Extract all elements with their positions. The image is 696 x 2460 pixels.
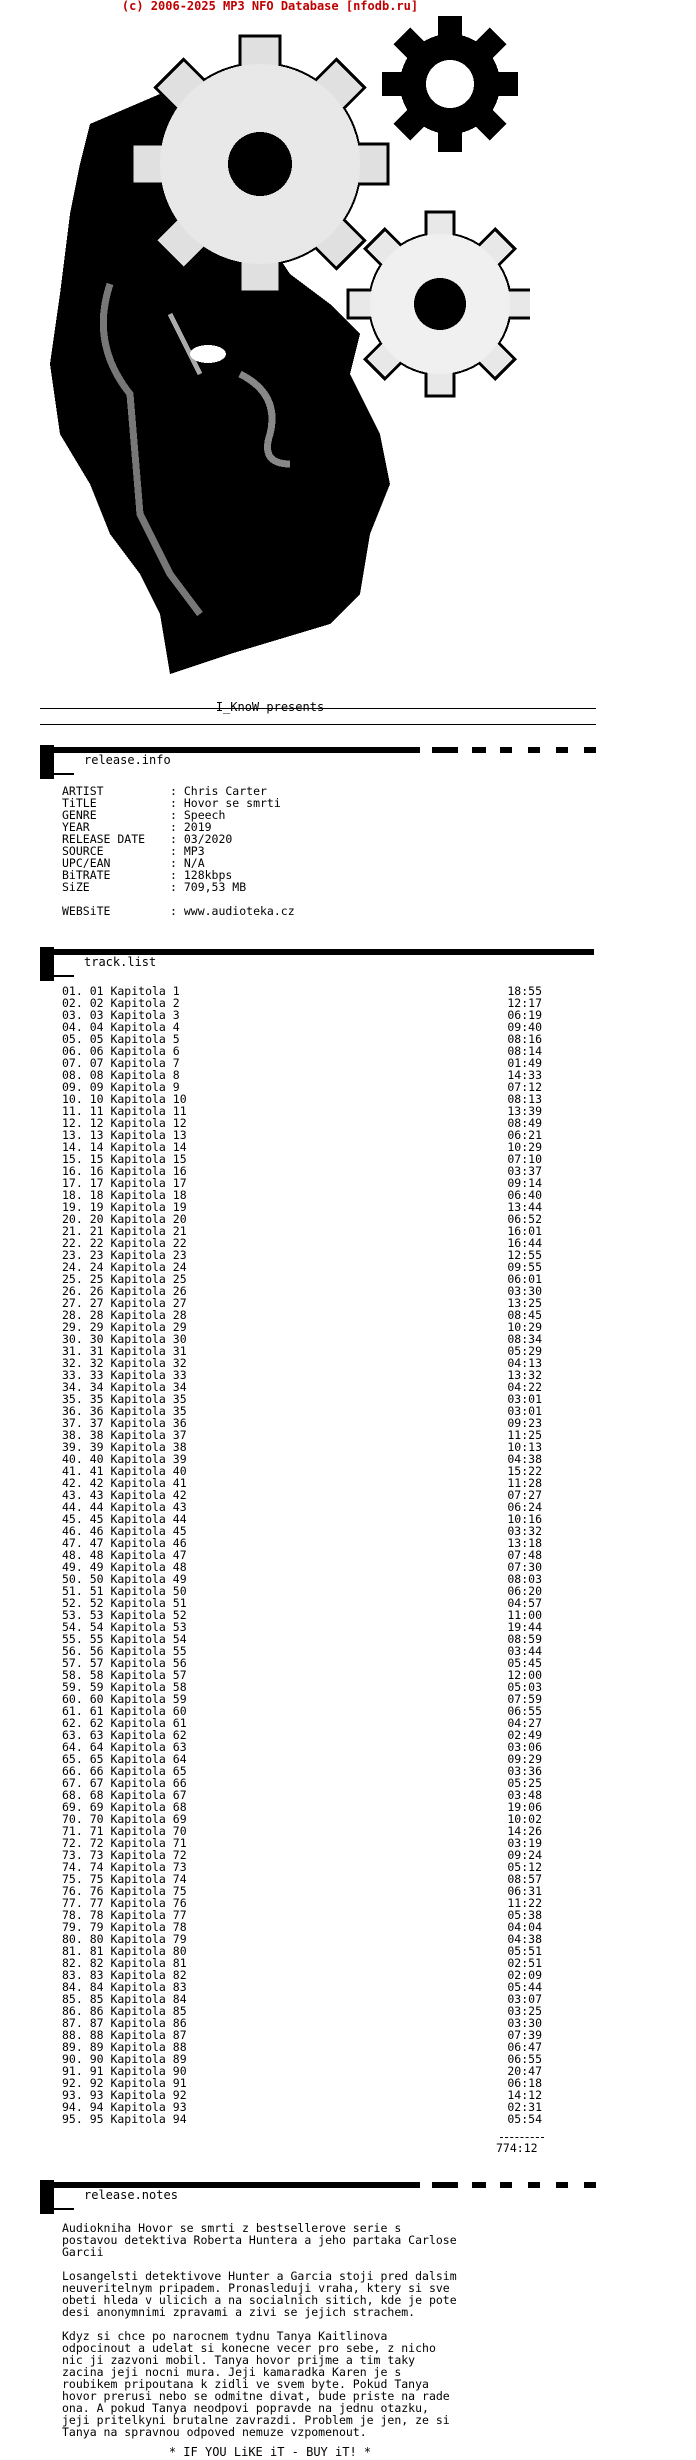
track-name: 01. 01 Kapitola 1	[62, 984, 180, 998]
track-duration: 03:07	[507, 1992, 542, 2006]
track-name: 35. 35 Kapitola 35	[62, 1392, 187, 1406]
track-duration: 08:57	[507, 1872, 542, 1886]
track-name: 74. 74 Kapitola 73	[62, 1860, 187, 1874]
track-duration: 04:04	[507, 1920, 542, 1934]
track-name: 49. 49 Kapitola 48	[62, 1560, 187, 1574]
track-duration: 06:20	[507, 1584, 542, 1598]
track-name: 33. 33 Kapitola 33	[62, 1368, 187, 1382]
info-key: GENRE	[62, 808, 97, 822]
track-duration: 20:47	[507, 2064, 542, 2078]
track-name: 47. 47 Kapitola 46	[62, 1536, 187, 1550]
track-name: 24. 24 Kapitola 24	[62, 1260, 187, 1274]
track-duration: 03:01	[507, 1392, 542, 1406]
release-notes	[62, 2222, 582, 2450]
track-name: 19. 19 Kapitola 19	[62, 1200, 187, 1214]
track-duration: 09:14	[507, 1176, 542, 1190]
track-name: 16. 16 Kapitola 16	[62, 1164, 187, 1178]
release-notes-title: release.notes	[84, 2188, 178, 2202]
release-notes-header	[40, 2180, 600, 2214]
presents-line: I_KnoW presents	[215, 700, 325, 714]
track-name: 04. 04 Kapitola 4	[62, 1020, 180, 1034]
track-duration: 08:59	[507, 1632, 542, 1646]
track-name: 37. 37 Kapitola 36	[62, 1416, 187, 1430]
track-name: 38. 38 Kapitola 37	[62, 1428, 187, 1442]
info-value: : MP3	[170, 844, 205, 858]
info-key: UPC/EAN	[62, 856, 111, 870]
track-name: 68. 68 Kapitola 67	[62, 1788, 187, 1802]
track-name: 45. 45 Kapitola 44	[62, 1512, 187, 1526]
track-duration: 05:03	[507, 1680, 542, 1694]
info-key: SOURCE	[62, 844, 104, 858]
track-duration: 03:01	[507, 1404, 542, 1418]
track-duration: 06:40	[507, 1188, 542, 1202]
track-name: 72. 72 Kapitola 71	[62, 1836, 187, 1850]
track-name: 28. 28 Kapitola 28	[62, 1308, 187, 1322]
track-duration: 07:10	[507, 1152, 542, 1166]
info-key: YEAR	[62, 820, 90, 834]
track-duration: 10:29	[507, 1320, 542, 1334]
track-name: 15. 15 Kapitola 15	[62, 1152, 187, 1166]
track-name: 56. 56 Kapitola 55	[62, 1644, 187, 1658]
info-key: SiZE	[62, 880, 90, 894]
track-duration: 14:33	[507, 1068, 542, 1082]
track-duration: 14:12	[507, 2088, 542, 2102]
track-duration: 10:02	[507, 1812, 542, 1826]
track-list-title: track.list	[84, 955, 157, 969]
track-duration: 12:00	[507, 1668, 542, 1682]
release-info-title: release.info	[84, 753, 171, 767]
track-name: 48. 48 Kapitola 47	[62, 1548, 187, 1562]
track-name: 20. 20 Kapitola 20	[62, 1212, 187, 1226]
track-duration: 14:26	[507, 1824, 542, 1838]
track-name: 54. 54 Kapitola 53	[62, 1620, 187, 1634]
track-name: 12. 12 Kapitola 12	[62, 1116, 187, 1130]
track-duration: 07:30	[507, 1560, 542, 1574]
info-value: : N/A	[170, 856, 205, 870]
track-duration: 06:21	[507, 1128, 542, 1142]
track-duration: 19:44	[507, 1620, 542, 1634]
track-name: 62. 62 Kapitola 61	[62, 1716, 187, 1730]
track-name: 51. 51 Kapitola 50	[62, 1584, 187, 1598]
track-duration: 13:18	[507, 1536, 542, 1550]
info-row	[62, 905, 295, 917]
track-duration: 10:13	[507, 1440, 542, 1454]
track-name: 23. 23 Kapitola 23	[62, 1248, 187, 1262]
track-duration: 08:45	[507, 1308, 542, 1322]
release-info-block	[62, 785, 295, 917]
track-duration: 03:37	[507, 1164, 542, 1178]
track-duration: 08:14	[507, 1044, 542, 1058]
track-name: 44. 44 Kapitola 43	[62, 1500, 187, 1514]
track-duration: 04:27	[507, 1716, 542, 1730]
track-name: 59. 59 Kapitola 58	[62, 1680, 187, 1694]
track-duration: 09:24	[507, 1848, 542, 1862]
info-value: : www.audioteka.cz	[170, 904, 295, 918]
track-name: 57. 57 Kapitola 56	[62, 1656, 187, 1670]
track-name: 92. 92 Kapitola 91	[62, 2076, 187, 2090]
track-name: 03. 03 Kapitola 3	[62, 1008, 180, 1022]
track-name: 83. 83 Kapitola 82	[62, 1968, 187, 1982]
track-duration: 11:00	[507, 1608, 542, 1622]
track-name: 39. 39 Kapitola 38	[62, 1440, 187, 1454]
track-duration: 07:48	[507, 1548, 542, 1562]
track-duration: 05:45	[507, 1656, 542, 1670]
track-duration: 04:13	[507, 1356, 542, 1370]
track-duration: 09:29	[507, 1752, 542, 1766]
track-duration: 04:38	[507, 1452, 542, 1466]
track-row	[62, 2113, 542, 2125]
track-duration: 13:32	[507, 1368, 542, 1382]
track-name: 65. 65 Kapitola 64	[62, 1752, 187, 1766]
track-duration: 13:44	[507, 1200, 542, 1214]
track-duration: 03:30	[507, 2016, 542, 2030]
track-duration: 06:31	[507, 1884, 542, 1898]
notes-paragraph: Kdyz si chce po narocnem tydnu Tanya Kaitlinova odpocinout a udelat si konecne vecer pro sebe, z nicho nic ji zazvoni mobil. Tanya hovor prijme a tim taky zacina jeji nocni mura. Jeji kamaradka Karen je s roubikem pripoutana k zidli ve svem byte. Pokud Tanya hovor prerusi nebo se odmitne divat, bude priste na rade ona. A pokud Tanya neodpovi popravde na jednu otazku, jeji pritelkyni brutalne zavrazdi. Problem je jen, ze si Tanya na spravnou odpoved nemuze vzpomenout.	[62, 2329, 450, 2439]
track-duration: 04:57	[507, 1596, 542, 1610]
track-duration: 03:30	[507, 1284, 542, 1298]
separator-right	[40, 724, 596, 725]
track-duration: 04:38	[507, 1932, 542, 1946]
track-duration: 12:55	[507, 1248, 542, 1262]
track-name: 21. 21 Kapitola 21	[62, 1224, 187, 1238]
track-name: 94. 94 Kapitola 93	[62, 2100, 187, 2114]
track-duration: 01:49	[507, 1056, 542, 1070]
track-name: 17. 17 Kapitola 17	[62, 1176, 187, 1190]
track-duration: 11:28	[507, 1476, 542, 1490]
track-duration: 02:09	[507, 1968, 542, 1982]
track-name: 50. 50 Kapitola 49	[62, 1572, 187, 1586]
release-info-header	[40, 745, 600, 779]
track-name: 93. 93 Kapitola 92	[62, 2088, 187, 2102]
track-name: 55. 55 Kapitola 54	[62, 1632, 187, 1646]
track-name: 85. 85 Kapitola 84	[62, 1992, 187, 2006]
track-duration: 02:49	[507, 1728, 542, 1742]
info-key: ARTIST	[62, 784, 104, 798]
track-name: 75. 75 Kapitola 74	[62, 1872, 187, 1886]
track-name: 61. 61 Kapitola 60	[62, 1704, 187, 1718]
info-value: : 128kbps	[170, 868, 233, 882]
track-duration: 07:59	[507, 1692, 542, 1706]
track-duration: 06:19	[507, 1008, 542, 1022]
track-duration: 16:44	[507, 1236, 542, 1250]
track-duration: 09:55	[507, 1260, 542, 1274]
track-duration: 05:51	[507, 1944, 542, 1958]
track-name: 26. 26 Kapitola 26	[62, 1284, 187, 1298]
track-duration: 05:29	[507, 1344, 542, 1358]
notes-paragraph: Audiokniha Hovor se smrti z bestsellerove serie s postavou detektiva Roberta Huntera a jeho partaka Carlose Garcii	[62, 2221, 457, 2259]
track-name: 52. 52 Kapitola 51	[62, 1596, 187, 1610]
track-name: 88. 88 Kapitola 87	[62, 2028, 187, 2042]
track-duration: 11:22	[507, 1896, 542, 1910]
track-name: 73. 73 Kapitola 72	[62, 1848, 187, 1862]
track-duration: 02:51	[507, 1956, 542, 1970]
track-duration: 10:16	[507, 1512, 542, 1526]
track-duration: 08:03	[507, 1572, 542, 1586]
track-duration: 07:12	[507, 1080, 542, 1094]
track-duration: 08:49	[507, 1116, 542, 1130]
track-name: 29. 29 Kapitola 29	[62, 1320, 187, 1334]
track-duration: 08:13	[507, 1092, 542, 1106]
track-name: 78. 78 Kapitola 77	[62, 1908, 187, 1922]
track-duration: 05:54	[507, 2112, 542, 2126]
track-duration: 18:55	[507, 984, 542, 998]
footer-slogan: * IF YOU LiKE iT - BUY iT! *	[168, 2445, 372, 2459]
track-duration: 13:25	[507, 1296, 542, 1310]
info-key: WEBSiTE	[62, 904, 111, 918]
track-duration: 06:47	[507, 2040, 542, 2054]
track-duration: 03:48	[507, 1788, 542, 1802]
track-duration: 04:22	[507, 1380, 542, 1394]
track-duration: 03:32	[507, 1524, 542, 1538]
track-name: 58. 58 Kapitola 57	[62, 1668, 187, 1682]
track-name: 95. 95 Kapitola 94	[62, 2112, 187, 2126]
track-name: 40. 40 Kapitola 39	[62, 1452, 187, 1466]
info-key: RELEASE DATE	[62, 832, 146, 846]
track-name: 09. 09 Kapitola 9	[62, 1080, 180, 1094]
track-name: 32. 32 Kapitola 32	[62, 1356, 187, 1370]
track-name: 82. 82 Kapitola 81	[62, 1956, 187, 1970]
track-name: 46. 46 Kapitola 45	[62, 1524, 187, 1538]
track-duration: 08:16	[507, 1032, 542, 1046]
track-name: 67. 67 Kapitola 66	[62, 1776, 187, 1790]
small-gear-icon	[382, 16, 518, 152]
track-duration: 05:25	[507, 1776, 542, 1790]
track-name: 63. 63 Kapitola 62	[62, 1728, 187, 1742]
track-name: 08. 08 Kapitola 8	[62, 1068, 180, 1082]
info-value: : Chris Carter	[170, 784, 267, 798]
track-name: 81. 81 Kapitola 80	[62, 1944, 187, 1958]
track-name: 89. 89 Kapitola 88	[62, 2040, 187, 2054]
track-duration: 06:55	[507, 1704, 542, 1718]
track-name: 84. 84 Kapitola 83	[62, 1980, 187, 1994]
track-name: 06. 06 Kapitola 6	[62, 1044, 180, 1058]
nfodb-copyright-link[interactable]: (c) 2006-2025 MP3 NFO Database [nfodb.ru]	[121, 0, 419, 13]
track-name: 86. 86 Kapitola 85	[62, 2004, 187, 2018]
track-name: 60. 60 Kapitola 59	[62, 1692, 187, 1706]
track-duration: 07:27	[507, 1488, 542, 1502]
track-name: 91. 91 Kapitola 90	[62, 2064, 187, 2078]
track-name: 79. 79 Kapitola 78	[62, 1920, 187, 1934]
track-name: 87. 87 Kapitola 86	[62, 2016, 187, 2030]
track-name: 64. 64 Kapitola 63	[62, 1740, 187, 1754]
track-name: 76. 76 Kapitola 75	[62, 1884, 187, 1898]
track-name: 69. 69 Kapitola 68	[62, 1800, 187, 1814]
track-duration: 09:40	[507, 1020, 542, 1034]
track-duration: 02:31	[507, 2100, 542, 2114]
track-duration: 10:29	[507, 1140, 542, 1154]
track-name: 42. 42 Kapitola 41	[62, 1476, 187, 1490]
track-duration: 19:06	[507, 1800, 542, 1814]
track-duration: 09:23	[507, 1416, 542, 1430]
track-duration: 16:01	[507, 1224, 542, 1238]
info-key: BiTRATE	[62, 868, 111, 882]
medium-gear-icon	[348, 212, 530, 396]
track-name: 25. 25 Kapitola 25	[62, 1272, 187, 1286]
track-name: 90. 90 Kapitola 89	[62, 2052, 187, 2066]
track-duration: 06:18	[507, 2076, 542, 2090]
track-name: 05. 05 Kapitola 5	[62, 1032, 180, 1046]
track-duration: 03:06	[507, 1740, 542, 1754]
track-duration: 15:22	[507, 1464, 542, 1478]
track-duration: 06:55	[507, 2052, 542, 2066]
track-duration: 05:38	[507, 1908, 542, 1922]
info-value: : Hovor se smrti	[170, 796, 281, 810]
large-gear-icon	[132, 36, 388, 292]
track-duration: 05:44	[507, 1980, 542, 1994]
info-row	[62, 881, 295, 893]
track-name: 30. 30 Kapitola 30	[62, 1332, 187, 1346]
track-duration: 03:36	[507, 1764, 542, 1778]
track-name: 77. 77 Kapitola 76	[62, 1896, 187, 1910]
track-name: 53. 53 Kapitola 52	[62, 1608, 187, 1622]
track-duration: 13:39	[507, 1104, 542, 1118]
track-name: 22. 22 Kapitola 22	[62, 1236, 187, 1250]
track-name: 18. 18 Kapitola 18	[62, 1188, 187, 1202]
track-duration: 11:25	[507, 1428, 542, 1442]
track-name: 02. 02 Kapitola 2	[62, 996, 180, 1010]
track-duration: 03:19	[507, 1836, 542, 1850]
track-duration: 06:24	[507, 1500, 542, 1514]
track-name: 41. 41 Kapitola 40	[62, 1464, 187, 1478]
track-name: 66. 66 Kapitola 65	[62, 1764, 187, 1778]
info-key: TiTLE	[62, 796, 97, 810]
track-list-header	[40, 947, 600, 981]
track-duration: 06:01	[507, 1272, 542, 1286]
track-name: 31. 31 Kapitola 31	[62, 1344, 187, 1358]
track-name: 70. 70 Kapitola 69	[62, 1812, 187, 1826]
total-separator	[500, 2137, 544, 2139]
track-duration: 08:34	[507, 1332, 542, 1346]
track-name: 34. 34 Kapitola 34	[62, 1380, 187, 1394]
track-duration: 03:25	[507, 2004, 542, 2018]
track-list	[62, 985, 542, 2125]
track-duration: 07:39	[507, 2028, 542, 2042]
head-gears-artwork	[30, 14, 530, 694]
track-duration: 12:17	[507, 996, 542, 1010]
info-value: : 2019	[170, 820, 212, 834]
total-time: 774:12	[496, 2141, 538, 2155]
track-duration: 05:12	[507, 1860, 542, 1874]
track-name: 43. 43 Kapitola 42	[62, 1488, 187, 1502]
track-name: 13. 13 Kapitola 13	[62, 1128, 187, 1142]
info-value: : 709,53 MB	[170, 880, 247, 894]
track-name: 36. 36 Kapitola 35	[62, 1404, 187, 1418]
track-name: 11. 11 Kapitola 11	[62, 1104, 187, 1118]
track-duration: 06:52	[507, 1212, 542, 1226]
track-name: 10. 10 Kapitola 10	[62, 1092, 187, 1106]
track-name: 27. 27 Kapitola 27	[62, 1296, 187, 1310]
notes-paragraph: Losangelsti detektivove Hunter a Garcia stoji pred dalsim neuveritelnym pripadem. Pronasleduji vraha, ktery si sve obeti hleda v ulicich a na socialnich sitich, kde je pote desi anonymnimi zpravami a zivi se jejich strachem.	[62, 2269, 457, 2319]
info-value: : 03/2020	[170, 832, 233, 846]
track-name: 14. 14 Kapitola 14	[62, 1140, 187, 1154]
track-name: 07. 07 Kapitola 7	[62, 1056, 180, 1070]
track-duration: 03:44	[507, 1644, 542, 1658]
track-name: 71. 71 Kapitola 70	[62, 1824, 187, 1838]
info-value: : Speech	[170, 808, 226, 822]
track-name: 80. 80 Kapitola 79	[62, 1932, 187, 1946]
